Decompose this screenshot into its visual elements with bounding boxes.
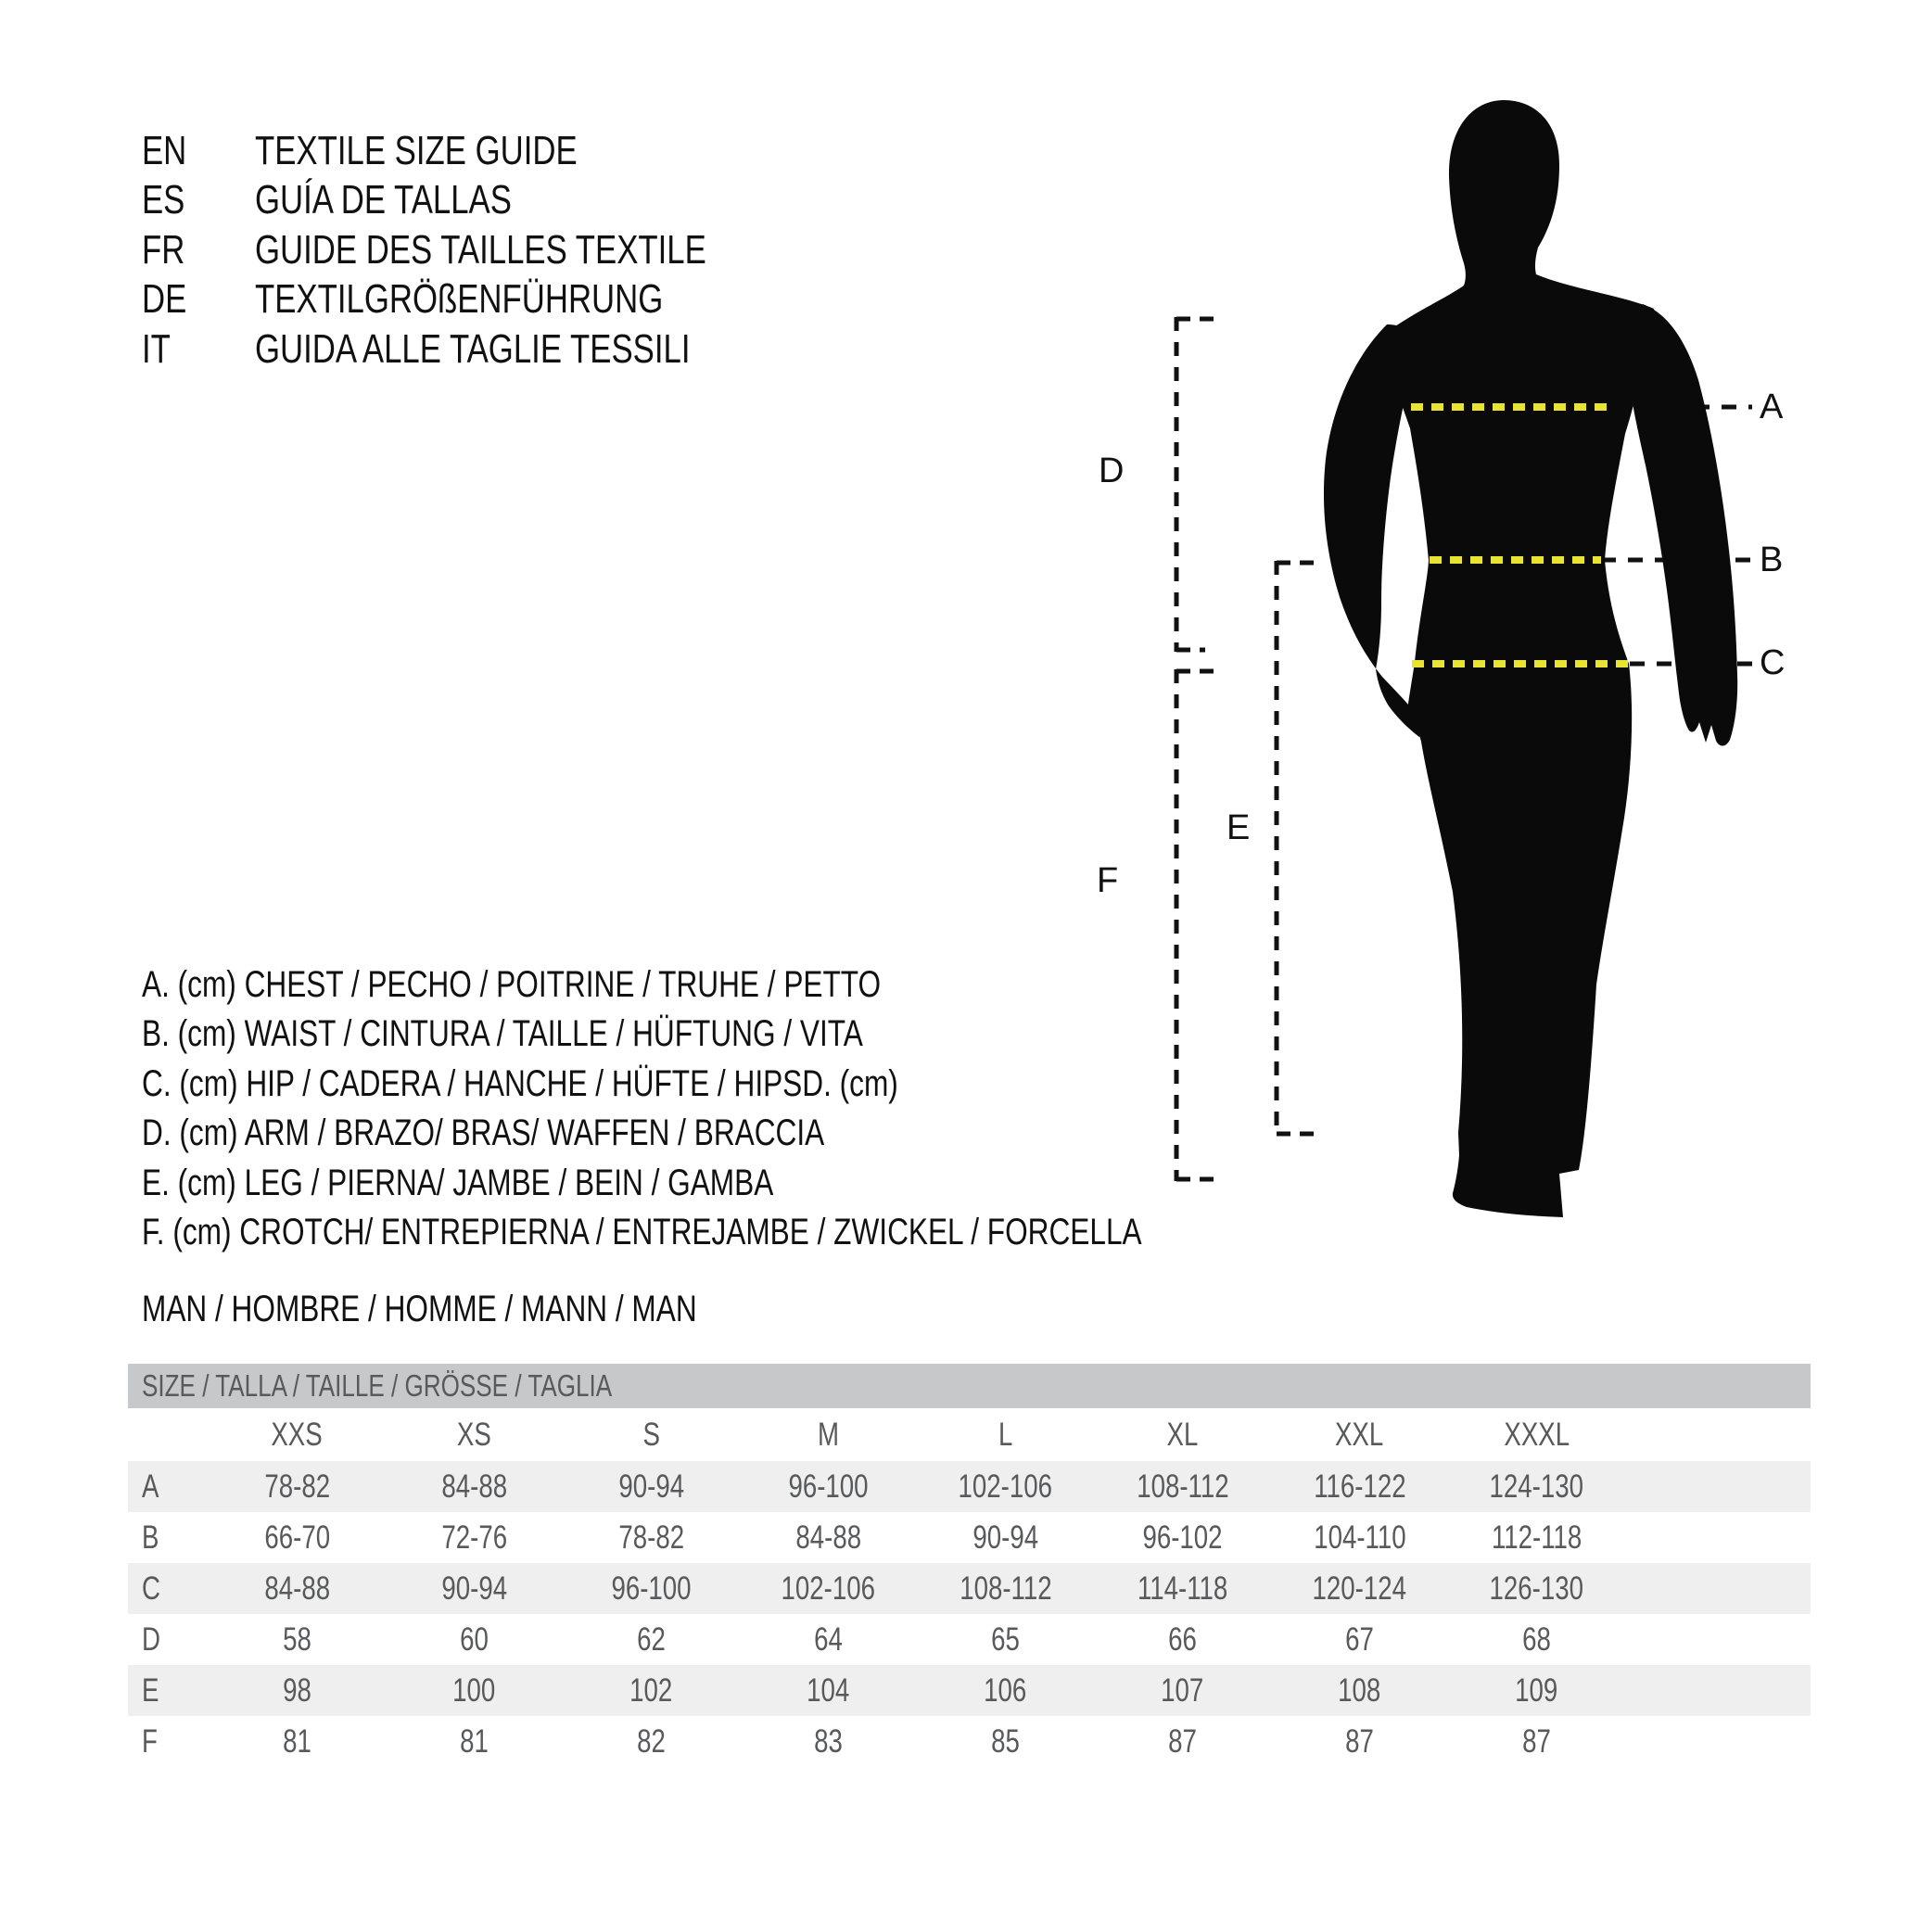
cell-value: 102-106 <box>958 1468 1053 1505</box>
cell-value: 84-88 <box>264 1570 330 1607</box>
cell-value: 90-94 <box>972 1519 1038 1556</box>
label-B-waist: B <box>1760 540 1784 579</box>
row-label: C <box>142 1570 160 1607</box>
column-header: XS <box>457 1416 491 1453</box>
row-label: D <box>142 1621 160 1658</box>
cell-value: 107 <box>1161 1671 1204 1709</box>
language-code: EN <box>142 128 187 173</box>
guide-title: TEXTILGRÖßENFÜHRUNG <box>255 276 664 323</box>
cell-value: 108-112 <box>1136 1468 1229 1505</box>
size-table-title: SIZE / TALLA / TAILLE / GRÖSSE / TAGLIA <box>142 1368 613 1403</box>
table-row-D <box>128 1614 1811 1665</box>
guide-title: TEXTILE SIZE GUIDE <box>255 128 578 173</box>
legend-item-waist: B. (cm) WAIST / CINTURA / TAILLE / HÜFTUNG / VITA <box>142 1013 863 1055</box>
cell-value: 90-94 <box>441 1570 507 1607</box>
legend-item-arm: D. (cm) ARM / BRAZO/ BRAS/ WAFFEN / BRACCIA <box>142 1112 825 1154</box>
column-header: XXL <box>1335 1416 1384 1453</box>
table-row-C <box>128 1563 1811 1614</box>
cell-value: 109 <box>1515 1671 1558 1709</box>
row-label: E <box>142 1671 159 1709</box>
cell-value: 126-130 <box>1489 1570 1584 1607</box>
cell-value: 124-130 <box>1489 1468 1584 1505</box>
legend-item-leg: E. (cm) LEG / PIERNA/ JAMBE / BEIN / GAMBA <box>142 1162 774 1203</box>
cell-value: 106 <box>984 1671 1027 1709</box>
table-row-E <box>128 1665 1811 1716</box>
cell-value: 102 <box>629 1671 673 1709</box>
guide-title: GUIDE DES TAILLES TEXTILE <box>255 226 706 273</box>
cell-value: 84-88 <box>441 1468 507 1505</box>
cell-value: 81 <box>283 1722 311 1760</box>
man-silhouette-body <box>1380 100 1654 1217</box>
row-label: B <box>142 1519 159 1556</box>
language-code: DE <box>142 276 187 323</box>
cell-value: 68 <box>1522 1621 1551 1658</box>
label-A-chest: A <box>1760 388 1784 426</box>
cell-value: 104-110 <box>1313 1519 1406 1556</box>
guide-title: GUÍA DE TALLAS <box>255 177 512 223</box>
cell-value: 102-106 <box>781 1570 876 1607</box>
guide-title: GUIDA ALLE TAGLIE TESSILI <box>255 325 691 372</box>
cell-value: 66-70 <box>264 1519 330 1556</box>
column-header: L <box>998 1416 1013 1453</box>
row-label: A <box>142 1468 159 1505</box>
column-header: M <box>817 1416 840 1453</box>
legend-item-hip: C. (cm) HIP / CADERA / HANCHE / HÜFTE / HIPSD. (cm) <box>142 1062 898 1104</box>
cell-value: 116-122 <box>1313 1468 1406 1505</box>
cell-value: 96-100 <box>788 1468 869 1505</box>
size-table-title-bar <box>128 1364 1811 1408</box>
language-code: ES <box>142 177 185 223</box>
language-code: IT <box>142 325 171 372</box>
cell-value: 90-94 <box>618 1468 684 1505</box>
cell-value: 96-100 <box>611 1570 692 1607</box>
cell-value: 72-76 <box>441 1519 507 1556</box>
cell-value: 62 <box>637 1621 666 1658</box>
cell-value: 87 <box>1522 1722 1551 1760</box>
cell-value: 108-112 <box>959 1570 1052 1607</box>
language-code: FR <box>142 226 185 273</box>
legend-item-chest: A. (cm) CHEST / PECHO / POITRINE / TRUHE / PETTO <box>142 964 882 1005</box>
cell-value: 65 <box>991 1621 1020 1658</box>
cell-value: 98 <box>283 1671 311 1709</box>
cell-value: 78-82 <box>264 1468 330 1505</box>
cell-value: 120-124 <box>1312 1570 1407 1607</box>
table-row-A <box>128 1461 1811 1512</box>
cell-value: 82 <box>637 1722 666 1760</box>
size-table-header-row <box>128 1408 1811 1461</box>
subject-line: MAN / HOMBRE / HOMME / MANN / MAN <box>142 1289 697 1329</box>
column-header: XL <box>1166 1416 1199 1453</box>
cell-value: 66 <box>1168 1621 1197 1658</box>
man-silhouette-right-arm <box>1629 304 1737 746</box>
cell-value: 85 <box>991 1722 1020 1760</box>
column-header: S <box>642 1416 660 1453</box>
label-E-leg: E <box>1227 808 1251 847</box>
cell-value: 100 <box>452 1671 496 1709</box>
cell-value: 58 <box>283 1621 311 1658</box>
column-header: XXXL <box>1504 1416 1570 1453</box>
cell-value: 60 <box>460 1621 489 1658</box>
label-F-crotch: F <box>1097 861 1119 900</box>
row-label: F <box>142 1722 158 1760</box>
legend-item-crotch: F. (cm) CROTCH/ ENTREPIERNA / ENTREJAMBE / ZWICKEL / FORCELLA <box>142 1211 1142 1252</box>
column-header: XXS <box>271 1416 324 1453</box>
cell-value: 87 <box>1345 1722 1374 1760</box>
label-C-hip: C <box>1760 643 1786 682</box>
table-row-F <box>128 1716 1811 1767</box>
cell-value: 87 <box>1168 1722 1197 1760</box>
cell-value: 104 <box>807 1671 850 1709</box>
cell-value: 114-118 <box>1137 1570 1228 1607</box>
cell-value: 108 <box>1338 1671 1381 1709</box>
cell-value: 112-118 <box>1491 1519 1582 1556</box>
cell-value: 78-82 <box>618 1519 684 1556</box>
cell-value: 96-102 <box>1142 1519 1223 1556</box>
cell-value: 83 <box>814 1722 843 1760</box>
vertical-measure-lines <box>1176 317 1320 1181</box>
cell-value: 81 <box>460 1722 489 1760</box>
label-D-arm: D <box>1099 451 1125 490</box>
cell-value: 67 <box>1345 1621 1374 1658</box>
cell-value: 84-88 <box>795 1519 861 1556</box>
size-table <box>128 1364 1811 1767</box>
table-row-B <box>128 1512 1811 1563</box>
cell-value: 64 <box>814 1621 843 1658</box>
